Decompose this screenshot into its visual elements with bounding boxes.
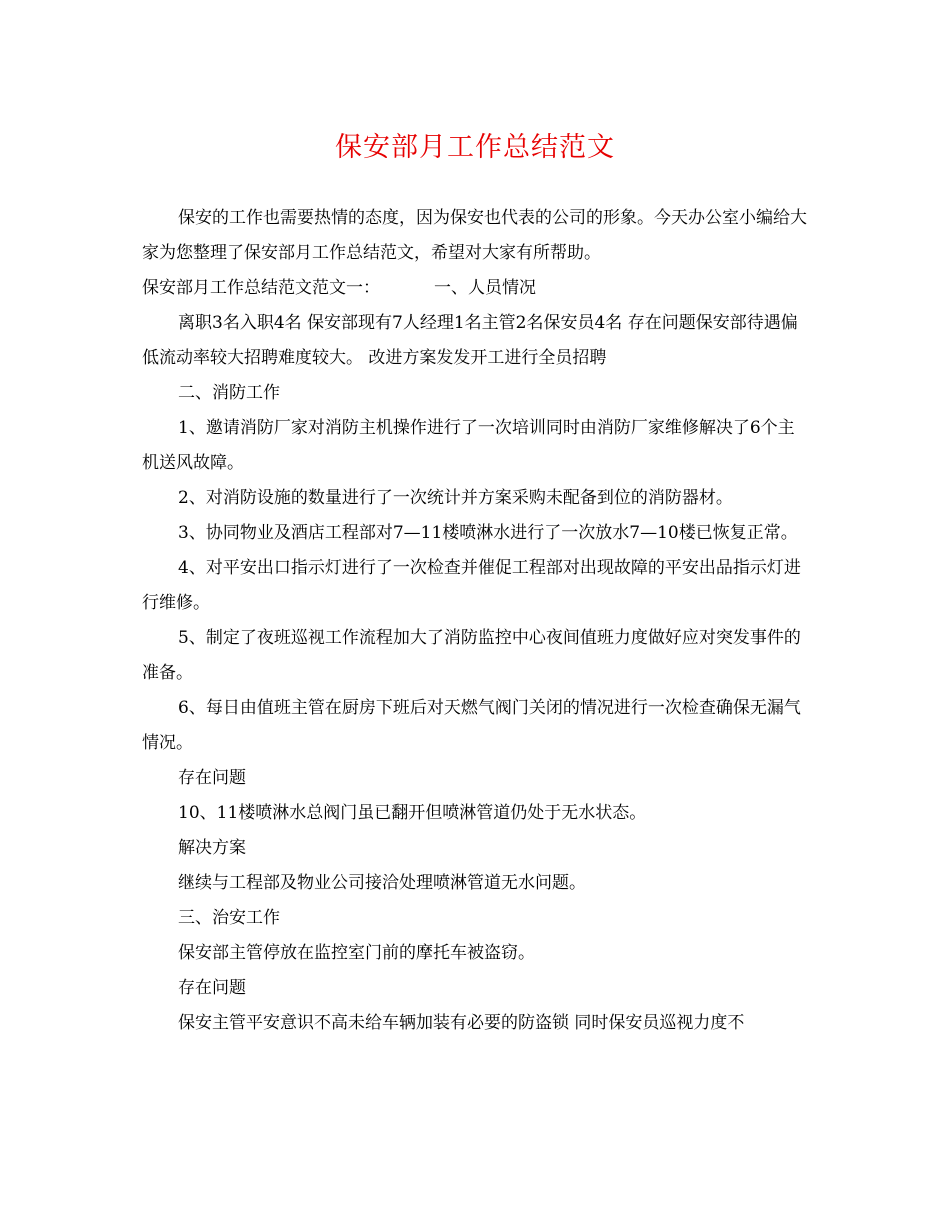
heading-existing-problems-1: 存在问题 bbox=[178, 768, 246, 788]
section-label: 保安部月工作总结范文范文一： bbox=[142, 278, 380, 298]
fire-item-3: 3、协同物业及酒店工程部对7—11楼喷淋水进行了一次放水7—10楼已恢复正常。 bbox=[178, 523, 798, 543]
problem-paragraph-2: 保安主管平安意识不高未给车辆加装有必要的防盗锁 同时保安员巡视力度不 bbox=[178, 1013, 745, 1033]
fire-item-1: 1、邀请消防厂家对消防主机操作进行了一次培训同时由消防厂家维修解决了6个主机送风故障。 bbox=[142, 418, 795, 473]
document-body bbox=[142, 201, 810, 1041]
fire-item-6: 6、每日由值班主管在厨房下班后对天燃气阀门关闭的情况进行一次检查确保无漏气情况。 bbox=[142, 698, 801, 753]
problem-paragraph-1: 10、11楼喷淋水总阀门虽已翻开但喷淋管道仍处于无水状态。 bbox=[178, 803, 647, 823]
heading-security-work: 三、治安工作 bbox=[178, 908, 280, 928]
heading-solution: 解决方案 bbox=[178, 838, 246, 858]
fire-item-4: 4、对平安出口指示灯进行了一次检查并催促工程部对出现故障的平安出品指示灯进行维修。 bbox=[142, 558, 801, 613]
document-title: 保安部月工作总结范文 bbox=[335, 132, 615, 163]
solution-paragraph: 继续与工程部及物业公司接洽处理喷淋管道无水问题。 bbox=[178, 873, 586, 893]
fire-item-2: 2、对消防设施的数量进行了一次统计并方案采购未配备到位的消防器材。 bbox=[178, 488, 733, 508]
heading-fire-work: 二、消防工作 bbox=[178, 383, 280, 403]
paragraph-staff-status: 离职3名入职4名 保安部现有7人经理1名主管2名保安员4名 存在问题保安部待遇偏低流动率较大招聘难度较大。 改进方案发发开工进行全员招聘 bbox=[142, 313, 798, 368]
intro-paragraph: 保安的工作也需要热情的态度，因为保安也代表的公司的形象。今天办公室小编给大家为您整理了保安部月工作总结范文，希望对大家有所帮助。 bbox=[142, 208, 807, 263]
security-paragraph: 保安部主管停放在监控室门前的摩托车被盗窃。 bbox=[178, 943, 535, 963]
fire-item-5: 5、制定了夜班巡视工作流程加大了消防监控中心夜间值班力度做好应对突发事件的准备。 bbox=[142, 628, 801, 683]
section-heading-line bbox=[142, 271, 810, 306]
heading-existing-problems-2: 存在问题 bbox=[178, 978, 246, 998]
section-one-heading: 一、人员情况 bbox=[434, 278, 536, 298]
